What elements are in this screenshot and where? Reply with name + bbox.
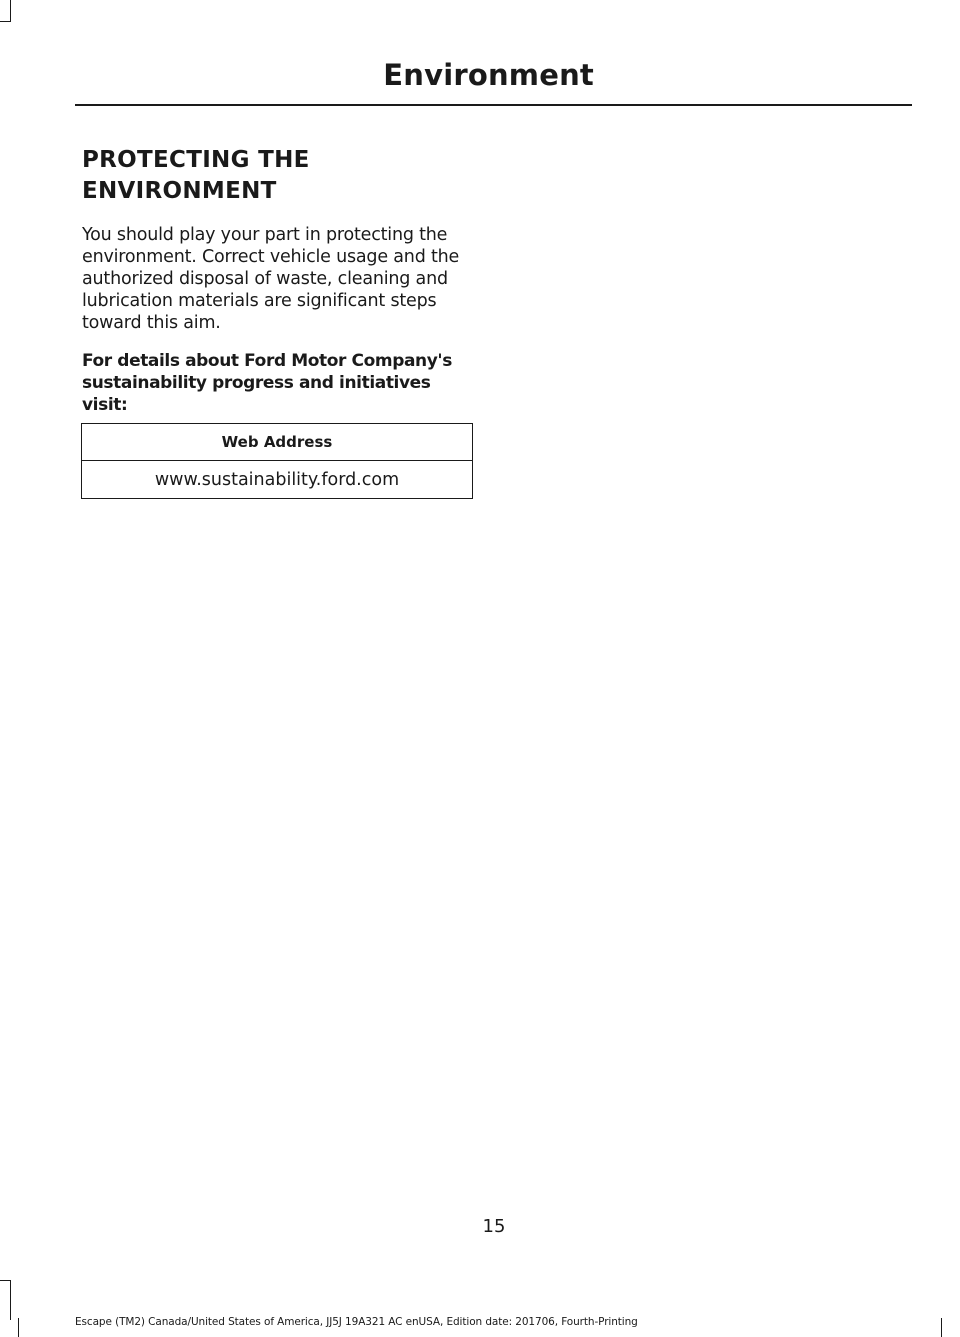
page-number: 15 (482, 1216, 506, 1237)
table-header-cell: Web Address (82, 424, 473, 461)
page-heading (82, 145, 462, 207)
crop-mark (10, 1280, 11, 1320)
table-header-row (82, 424, 473, 461)
web-address-table (81, 423, 473, 499)
crop-mark (10, 0, 11, 22)
crop-mark (18, 1318, 19, 1337)
crop-mark (0, 21, 10, 22)
lead-in-text: For details about Ford Motor Company's sustainability progress and initiatives visit: (82, 351, 452, 415)
table-row (82, 461, 473, 499)
crop-mark (941, 1318, 942, 1337)
crop-mark (0, 1280, 10, 1281)
header-divider (75, 104, 912, 106)
body-paragraph: You should play your part in protecting the environment. Correct vehicle usage and the authorized disposal of waste, cleaning and lubrication materials are significant steps toward this aim. (82, 225, 460, 333)
web-address-link[interactable]: www.sustainability.ford.com (82, 461, 473, 499)
section-title: Environment (383, 58, 594, 92)
edition-footer: Escape (TM2) Canada/United States of America, JJ5J 19A321 AC enUSA, Edition date: 201706, Fourth-Printing (75, 1316, 638, 1328)
heading-line-1: PROTECTING THE (82, 147, 310, 173)
heading-line-2: ENVIRONMENT (82, 178, 277, 204)
